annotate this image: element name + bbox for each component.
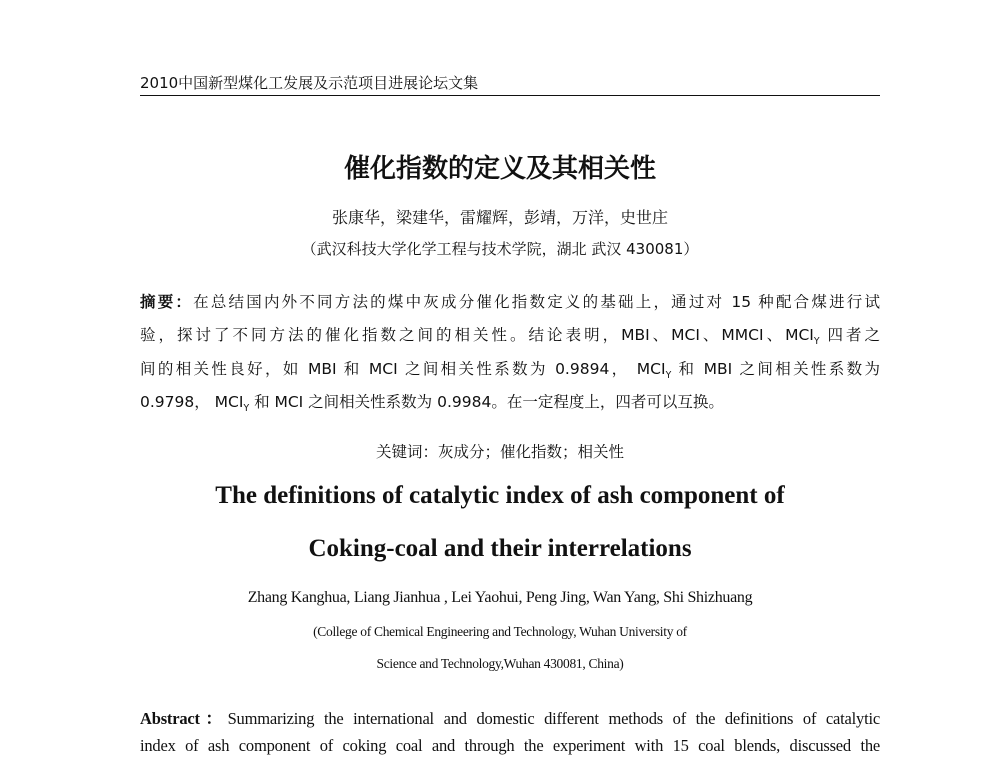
english-abstract-label: Abstract： — [140, 709, 228, 728]
english-authors: Zhang Kanghua, Liang Jianhua , Lei Yaohui, Peng Jing, Wan Yang, Shi Shizhuang — [247, 589, 753, 606]
english-abstract-line: index of ash component of coking coal and through the experiment with 15 coal blends, discussed the — [140, 736, 880, 755]
chinese-title: 催化指数的定义及其相关性 — [343, 154, 656, 184]
chinese-abstract-line: 间的相关性良好，如 MBI 和 MCI 之间相关性系数为 0.9894， $MCI_Y$ 和 MBI 之间相关性系数为 — [140, 360, 880, 382]
english-abstract-line: Abstract：Summarizing the international and domestic different methods of the definitions of catalytic — [140, 709, 880, 728]
chinese-affiliation: （武汉科技大学化学工程与技术学院，湖北 武汉 430081） — [301, 240, 699, 258]
chinese-abstract-line: 摘要：在总结国内外不同方法的煤中灰成分催化指数定义的基础上，通过对 15 种配合煤进行试 — [140, 293, 880, 311]
english-affiliation-line: Science and Technology,Wuhan 430081, China) — [376, 656, 624, 671]
chinese-abstract-line: 0.9798， $MCI_Y$ 和 MCI 之间相关性系数为 0.9984。在一定程度上，四者可以互换。 — [140, 393, 724, 415]
chinese-keywords: 关键词：灰成分；催化指数；相关性 — [375, 443, 624, 461]
chinese-abstract-line: 验，探讨了不同方法的催化指数之间的相关性。结论表明，MBI、MCI、MMCI、$MCI_Y$ 四者之 — [140, 326, 880, 348]
running-header: 2010中国新型煤化工发展及示范项目进展论坛文集 — [140, 74, 479, 92]
english-title-line: The definitions of catalytic index of ash component of — [215, 482, 785, 509]
chinese-abstract-label: 摘要： — [140, 293, 194, 311]
chinese-authors: 张康华，梁建华，雷耀辉，彭靖，万洋，史世庄 — [331, 208, 668, 227]
english-title-line: Coking-coal and their interrelations — [308, 535, 692, 562]
english-affiliation-line: (College of Chemical Engineering and Technology, Wuhan University of — [313, 624, 687, 639]
header-rule — [140, 95, 880, 96]
